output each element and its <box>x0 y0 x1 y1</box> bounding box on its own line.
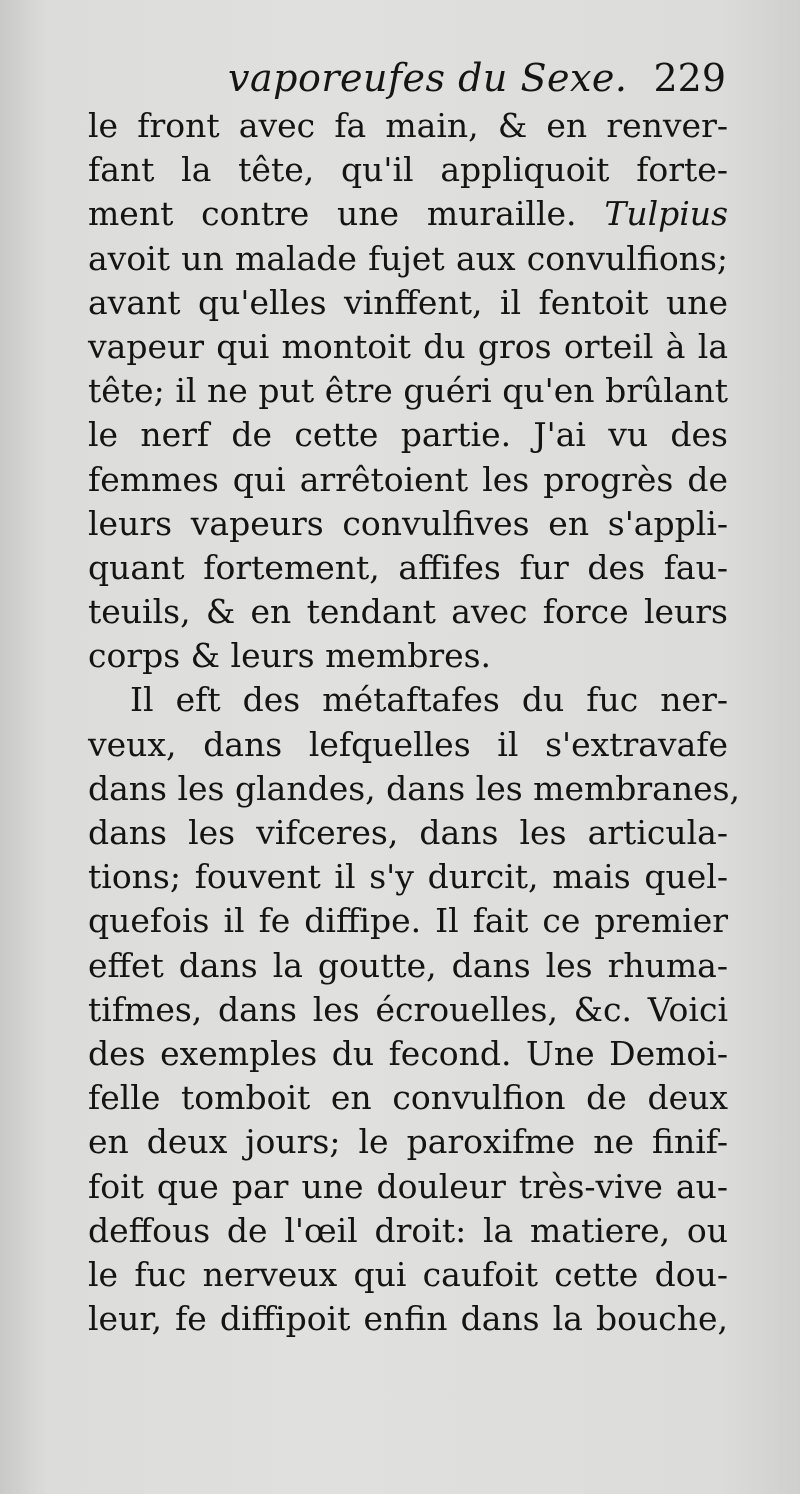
text-run: ment contre une muraille. <box>88 194 605 234</box>
text-line: felle tomboit en convulfion de deux <box>88 1078 728 1118</box>
text-line: quant fortement, affifes fur des fau- <box>88 547 728 587</box>
text-line: des exemples du fecond. Une Demoi- <box>88 1033 728 1073</box>
text-line: femmes qui arrêtoient les progrès de <box>88 459 728 499</box>
text-line: effet dans la goutte, dans les rhuma- <box>88 945 728 985</box>
text-line: quefois il fe diffipe. Il fait ce premier <box>88 901 728 941</box>
text-line: teuils, & en tendant avec force leurs <box>88 592 728 632</box>
body-text <box>88 104 741 1341</box>
text-line: dans les vifceres, dans les articula- <box>88 813 728 852</box>
text-line: foit que par une douleur très-vive au- <box>88 1166 728 1206</box>
text-line: tête; il ne put être guéri qu'en brûlant <box>88 371 728 411</box>
text-line: dans les glandes, dans les membranes, <box>88 768 741 808</box>
text-line: fant la tête, qu'il appliquoit forte- <box>88 150 728 190</box>
text-line: le nerf de cette partie. J'ai vu des <box>88 415 728 455</box>
text-line <box>88 192 728 236</box>
text-line: le fuc nerveux qui caufoit cette dou- <box>88 1254 728 1294</box>
running-title: vaporeufes du Sexe. <box>228 56 628 100</box>
text-line: tifmes, dans les écrouelles, &c. Voici <box>88 989 728 1029</box>
text-line: vapeur qui montoit du gros orteil à la <box>88 326 728 366</box>
text-line: leurs vapeurs convulfives en s'appli- <box>88 503 728 543</box>
text-line: veux, dans lefquelles il s'extravafe <box>88 724 728 764</box>
text-line: avant qu'elles vinffent, il fentoit une <box>88 282 728 322</box>
text-line: leur, fe diffipoit enfin dans la bouche, <box>88 1299 728 1339</box>
italic-name: Tulpius <box>604 194 728 234</box>
text-line: Il eft des métaftafes du fuc ner- <box>130 680 728 720</box>
page-header <box>88 46 728 106</box>
text-line: corps & leurs membres. <box>88 636 492 676</box>
text-line: deffous de l'œil droit: la matiere, ou <box>88 1210 728 1250</box>
page-number: 229 <box>653 56 726 100</box>
text-line: avoit un malade fujet aux convulfions; <box>88 238 728 278</box>
text-line: tions; fouvent il s'y durcit, mais quel- <box>88 857 728 897</box>
text-line: le front avec fa main, & en renver- <box>88 106 728 145</box>
text-line: en deux jours; le paroxifme ne finif- <box>88 1122 728 1162</box>
